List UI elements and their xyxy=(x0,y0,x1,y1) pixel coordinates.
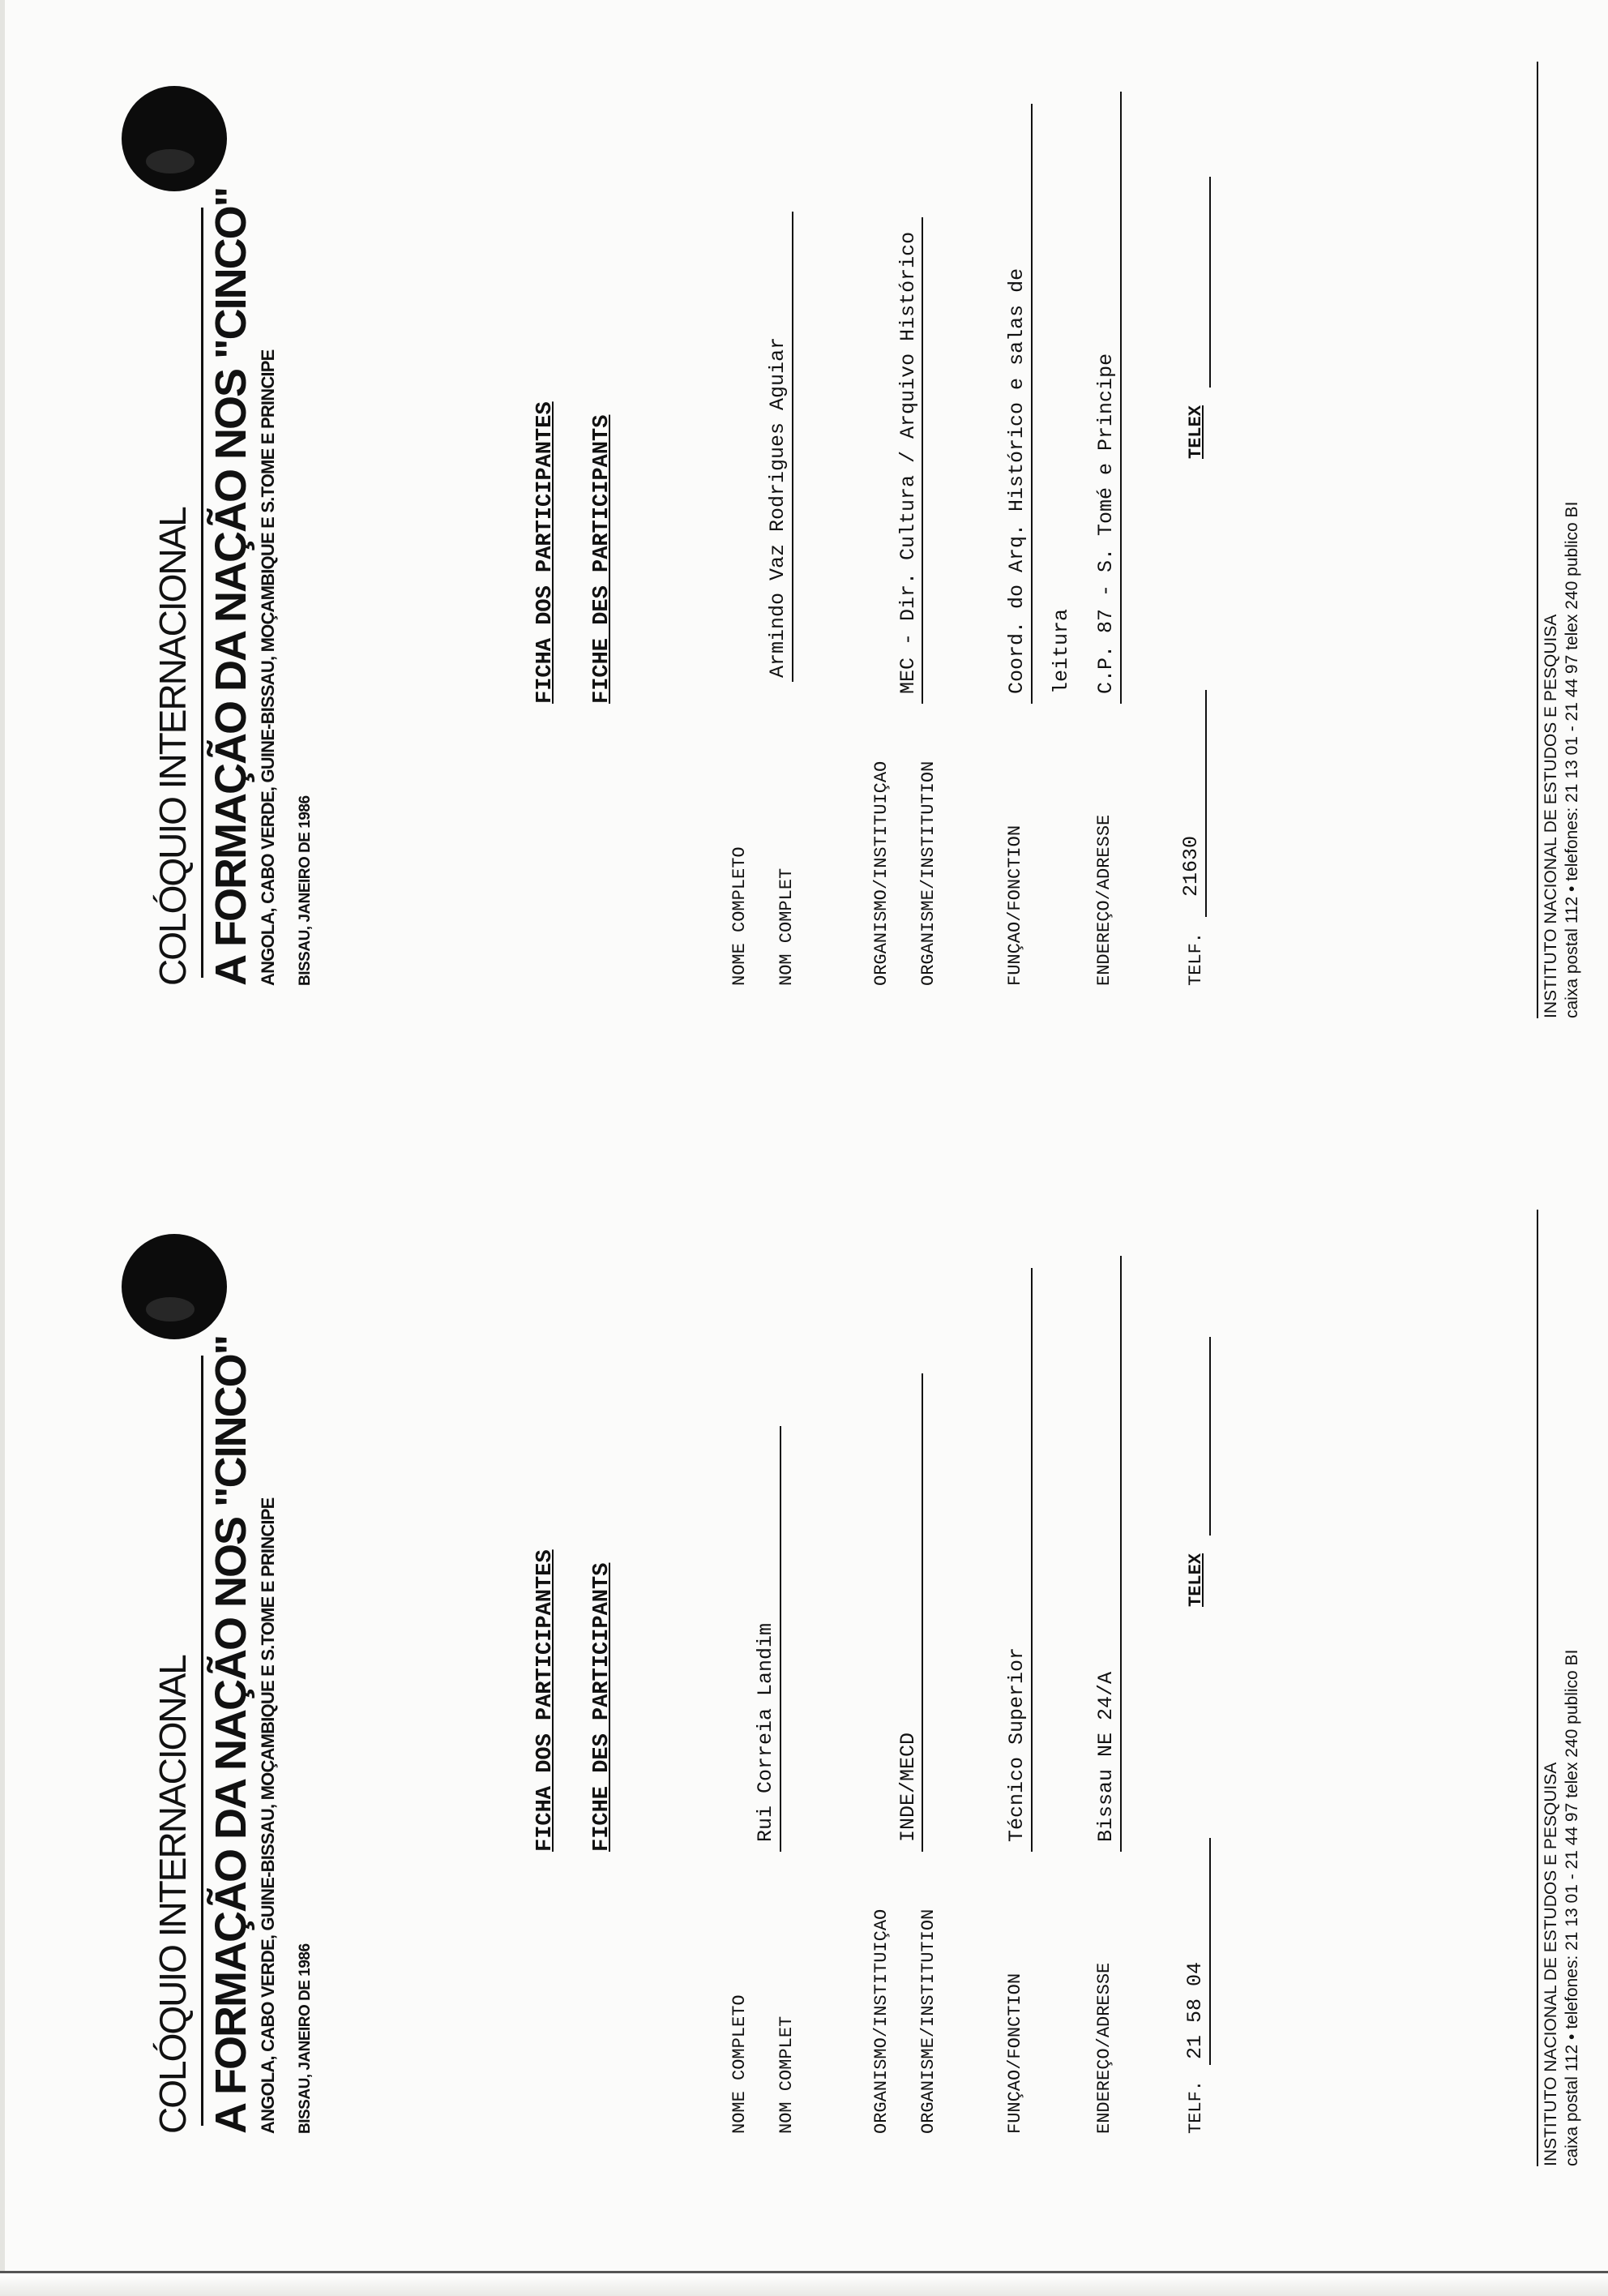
countries-line: ANGOLA, CABO VERDE, GUINE-BISSAU, MOÇAMBIQUE E S.TOME E PRINCIPE xyxy=(258,349,278,986)
institute-logo-icon xyxy=(122,86,227,191)
underline-address xyxy=(1120,92,1122,704)
place-date: BISSAU, JANEIRO DE 1986 xyxy=(297,1943,314,2134)
value-organization: INDE/MECD xyxy=(896,1732,920,1842)
footer-contact: caixa postal 112 • telefones: 21 13 01 - 21 44 97 telex 240 publico BI xyxy=(1563,501,1581,1018)
label-org-fr: ORGANISME/INSTITUTION xyxy=(918,1908,939,2134)
footer-rule xyxy=(1537,62,1538,1018)
label-org-fr: ORGANISME/INSTITUTION xyxy=(918,760,939,986)
colloquium-heading: COLÓQUIO INTERNACIONAL xyxy=(152,508,194,986)
footer-institute: INSTITUTO NACIONAL DE ESTUDOS E PESQUISA xyxy=(1542,614,1560,1018)
label-phone: TELF. xyxy=(1186,2080,1206,2134)
underline-name xyxy=(780,1426,781,1852)
label-org-pt: ORGANISMO/INSTITUIÇAO xyxy=(871,1908,892,2134)
underline-phone xyxy=(1209,1838,1211,2065)
footer-contact: caixa postal 112 • telefones: 21 13 01 - 21 44 97 telex 240 publico BI xyxy=(1563,1649,1581,2166)
value-organization: MEC - Dir. Cultura / Arquivo Histórico xyxy=(896,231,920,694)
event-title: A FORMAÇÃO DA NAÇÃO NOS "CINCO" xyxy=(207,187,255,986)
value-phone: 21 58 04 xyxy=(1183,1961,1207,2059)
label-address: ENDEREÇO/ADRESSE xyxy=(1094,1962,1114,2134)
value-function-line2: leitura xyxy=(1050,608,1073,694)
underline-name xyxy=(792,212,793,682)
countries-line: ANGOLA, CABO VERDE, GUINE-BISSAU, MOÇAMBIQUE E S.TOME E PRINCIPE xyxy=(258,1497,278,2134)
underline-phone xyxy=(1205,690,1207,917)
footer-rule xyxy=(1537,1210,1538,2166)
label-address: ENDEREÇO/ADRESSE xyxy=(1094,814,1114,986)
form-title-fr: FICHE DES PARTICIPANTS xyxy=(590,1562,614,1852)
label-phone: TELF. xyxy=(1186,932,1206,986)
footer-institute: INSTITUTO NACIONAL DE ESTUDOS E PESQUISA xyxy=(1542,1762,1560,2166)
value-name: Armindo Vaz Rodrigues Aguiar xyxy=(766,336,789,678)
underline-function xyxy=(1031,104,1033,704)
value-function: Técnico Superior xyxy=(1005,1647,1029,1842)
label-function: FUNÇAO/FONCTION xyxy=(1005,1973,1025,2134)
value-name: Rui Correia Landim xyxy=(754,1622,777,1842)
form-title-fr: FICHE DES PARTICIPANTS xyxy=(590,414,614,704)
colloquium-heading: COLÓQUIO INTERNACIONAL xyxy=(152,1656,194,2134)
underline-organization xyxy=(922,217,923,704)
label-name-pt: NOME COMPLETO xyxy=(729,1994,750,2134)
value-phone: 21630 xyxy=(1179,835,1203,897)
form-title-pt: FICHA DOS PARTICIPANTES xyxy=(533,1549,558,1852)
underline-organization xyxy=(922,1373,923,1852)
participant-form-2 xyxy=(0,13,1608,1148)
value-address: C.P. 87 - S. Tomé e Principe xyxy=(1094,353,1118,694)
label-telex: TELEX xyxy=(1186,405,1206,459)
participant-form-1 xyxy=(0,1161,1608,2296)
header-rule xyxy=(201,1356,203,2126)
event-title: A FORMAÇÃO DA NAÇÃO NOS "CINCO" xyxy=(207,1335,255,2134)
value-function-line1: Coord. do Arq. Histórico e salas de xyxy=(1005,268,1029,694)
label-name-fr: NOM COMPLET xyxy=(776,867,797,986)
header-rule xyxy=(201,208,203,978)
place-date: BISSAU, JANEIRO DE 1986 xyxy=(297,795,314,986)
label-name-fr: NOM COMPLET xyxy=(776,2015,797,2134)
label-name-pt: NOME COMPLETO xyxy=(729,846,750,986)
label-org-pt: ORGANISMO/INSTITUIÇAO xyxy=(871,760,892,986)
value-address: Bissau NE 24/A xyxy=(1094,1671,1118,1842)
underline-function xyxy=(1031,1268,1033,1852)
underline-telex xyxy=(1209,1337,1211,1536)
underline-telex xyxy=(1209,177,1211,388)
institute-logo-icon xyxy=(122,1234,227,1339)
form-title-pt: FICHA DOS PARTICIPANTES xyxy=(533,401,558,704)
label-function: FUNÇAO/FONCTION xyxy=(1005,825,1025,986)
label-telex: TELEX xyxy=(1186,1553,1206,1607)
underline-address xyxy=(1120,1256,1122,1852)
